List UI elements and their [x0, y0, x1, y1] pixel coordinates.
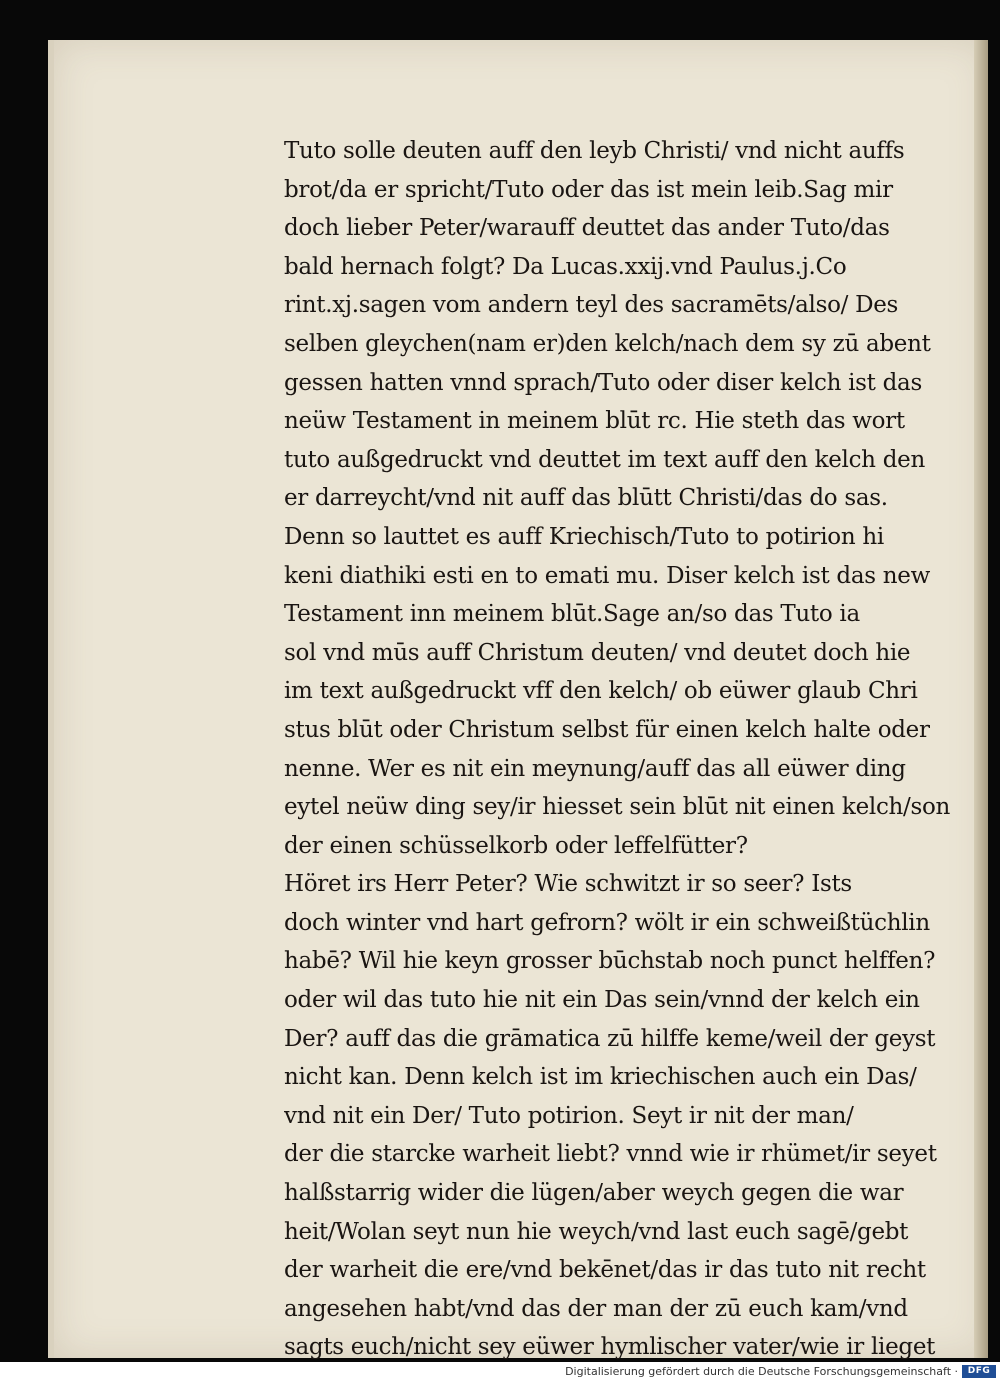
text-line: doch lieber Peter/warauff deuttet das ander Tuto/das	[284, 215, 890, 242]
text-line: der warheit die ere/vnd bekēnet/das ir das tuto nit recht	[284, 1257, 926, 1284]
footer-bar	[0, 1362, 1000, 1381]
text-line: habē? Wil hie keyn grosser būchstab noch punct helffen?	[284, 948, 936, 975]
text-line: tuto außgedruckt vnd deuttet im text auff den kelch den	[284, 446, 925, 473]
text-line: bald hernach folgt? Da Lucas.xxij.vnd Paulus.j.Co	[284, 253, 847, 280]
text-line: Der? auff das die grāmatica zū hilffe keme/weil der geyst	[284, 1025, 936, 1052]
text-line: oder wil das tuto hie nit ein Das sein/vnnd der kelch ein	[284, 987, 920, 1014]
text-line: Testament inn meinem blūt.Sage an/so das Tuto ia	[284, 601, 860, 628]
text-line: neüw Testament in meinem blūt rc. Hie steth das wort	[284, 408, 905, 435]
text-line: rint.xj.sagen vom andern teyl des sacramēts/also/ Des	[284, 292, 899, 319]
text-line: halßstarrig wider die lügen/aber weych gegen die war	[284, 1180, 904, 1207]
text-line: heit/Wolan seyt nun hie weych/vnd last euch sagē/gebt	[284, 1218, 909, 1245]
text-line: nenne. Wer es nit ein meynung/auff das all eüwer ding	[284, 755, 906, 782]
text-line: brot/da er spricht/Tuto oder das ist mein leib.Sag mir	[284, 176, 893, 203]
text-line: doch winter vnd hart gefrorn? wölt ir ein schweißtüchlin	[284, 909, 930, 936]
text-line: Tuto solle deuten auff den leyb Christi/ vnd nicht auffs	[284, 138, 905, 164]
text-line: eytel neüw ding sey/ir hiesset sein blūt nit einen kelch/son	[284, 794, 951, 821]
text-line: stus blūt oder Christum selbst für einen kelch halte oder	[284, 716, 930, 743]
text-line: gessen hatten vnnd sprach/Tuto oder diser kelch ist das	[284, 369, 922, 396]
text-line: selben gleychen(nam er)den kelch/nach dem sy zū abent	[284, 330, 931, 357]
text-line: Denn so lauttet es auff Kriechisch/Tuto to potirion hi	[284, 523, 884, 550]
page-text-block	[284, 132, 974, 1367]
text-line: vnd nit ein Der/ Tuto potirion. Seyt ir nit der man/	[284, 1102, 854, 1129]
text-line: keni diathiki esti en to emati mu. Diser kelch ist das new	[284, 562, 930, 589]
text-line: angesehen habt/vnd das der man der zū euch kam/vnd	[284, 1295, 908, 1322]
text-line: Höret irs Herr Peter? Wie schwitzt ir so seer? Ists	[284, 871, 852, 898]
text-line: sagts euch/nicht sey eüwer hymlischer vater/wie ir lieget	[284, 1334, 936, 1361]
text-line: er darreycht/vnd nit auff das blūtt Christi/das do sas.	[284, 485, 888, 512]
text-line: der einen schüsselkorb oder leffelfütter?	[284, 832, 748, 859]
funding-credit: Digitalisierung gefördert durch die Deutsche Forschungsgemeinschaft ·	[565, 1365, 958, 1378]
text-line: im text außgedruckt vff den kelch/ ob eüwer glaub Chri	[284, 678, 918, 705]
page-edge	[974, 40, 988, 1358]
book-page	[48, 40, 988, 1361]
text-line: der die starcke warheit liebt? vnnd wie ir rhümet/ir seyet	[284, 1141, 937, 1168]
text-line: sol vnd mūs auff Christum deuten/ vnd deutet doch hie	[284, 639, 911, 666]
dfg-logo: DFG	[962, 1365, 996, 1378]
text-line: nicht kan. Denn kelch ist im kriechischen auch ein Das/	[284, 1064, 917, 1091]
